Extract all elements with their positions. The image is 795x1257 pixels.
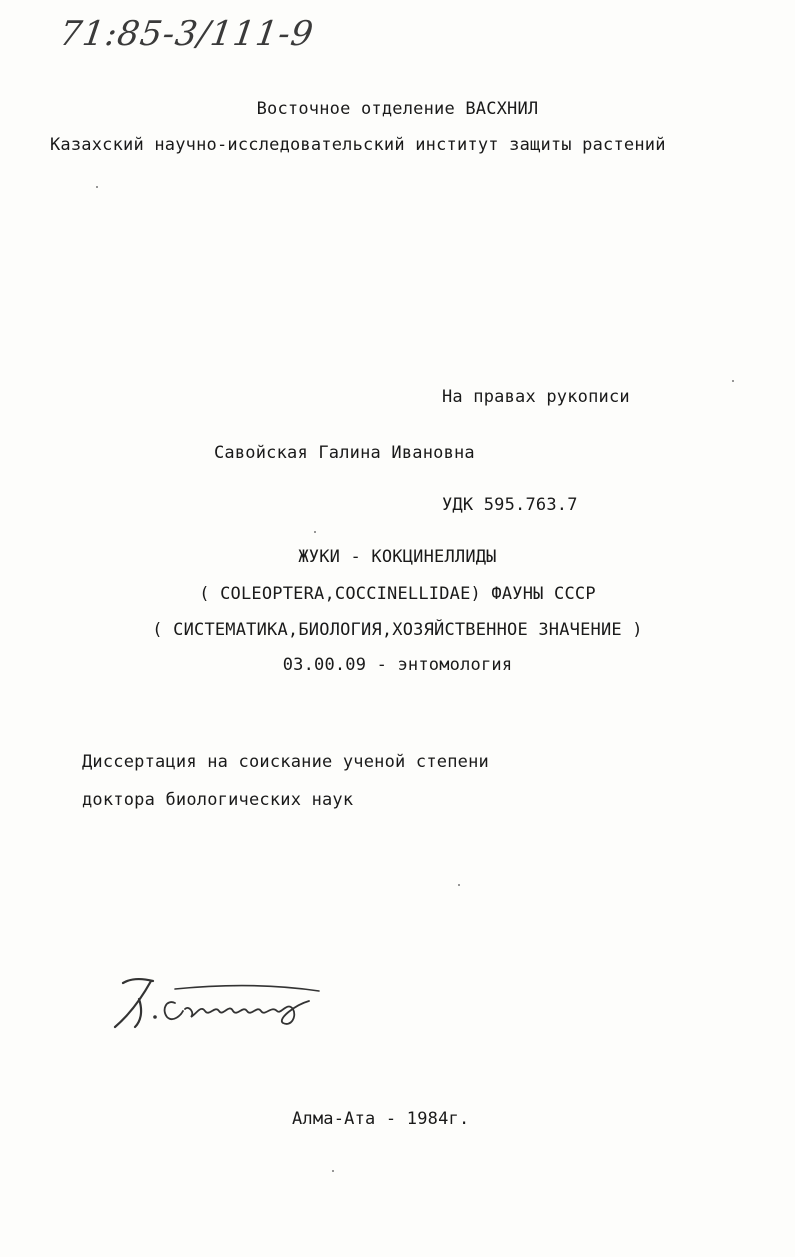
manuscript-note: На правах рукописи [442,387,630,407]
org-line-2: Казахский научно-исследовательский институт защиты растений [50,135,666,155]
udk-code: УДК 595.763.7 [442,495,578,515]
paper-speck [96,186,98,188]
author-name: Савойская Галина Ивановна [214,443,475,463]
paper-speck [332,1170,334,1172]
dissertation-line-1: Диссертация на соискание ученой степени [82,752,489,772]
paper-speck [732,380,734,382]
paper-speck [314,531,316,533]
org-line-1: Восточное отделение ВАСХНИЛ [256,99,539,119]
archive-handwritten-mark: 71:85-3/111-9 [57,14,317,54]
title-line-3: ( СИСТЕМАТИКА,БИОЛОГИЯ,ХОЗЯЙСТВЕННОЕ ЗНАЧЕНИЕ ) [152,620,643,640]
specialty-code: 03.00.09 - энтомология [282,655,513,675]
dissertation-line-2: доктора биологических наук [82,790,354,810]
place-and-year: Алма-Ата - 1984г. [292,1109,470,1129]
title-line-2: ( COLEOPTERA,COCCINELLIDAE) ФАУНЫ СССР [199,584,596,604]
paper-speck [458,884,460,886]
title-line-1: ЖУКИ - КОКЦИНЕЛЛИДЫ [298,547,497,567]
author-signature [105,965,335,1035]
